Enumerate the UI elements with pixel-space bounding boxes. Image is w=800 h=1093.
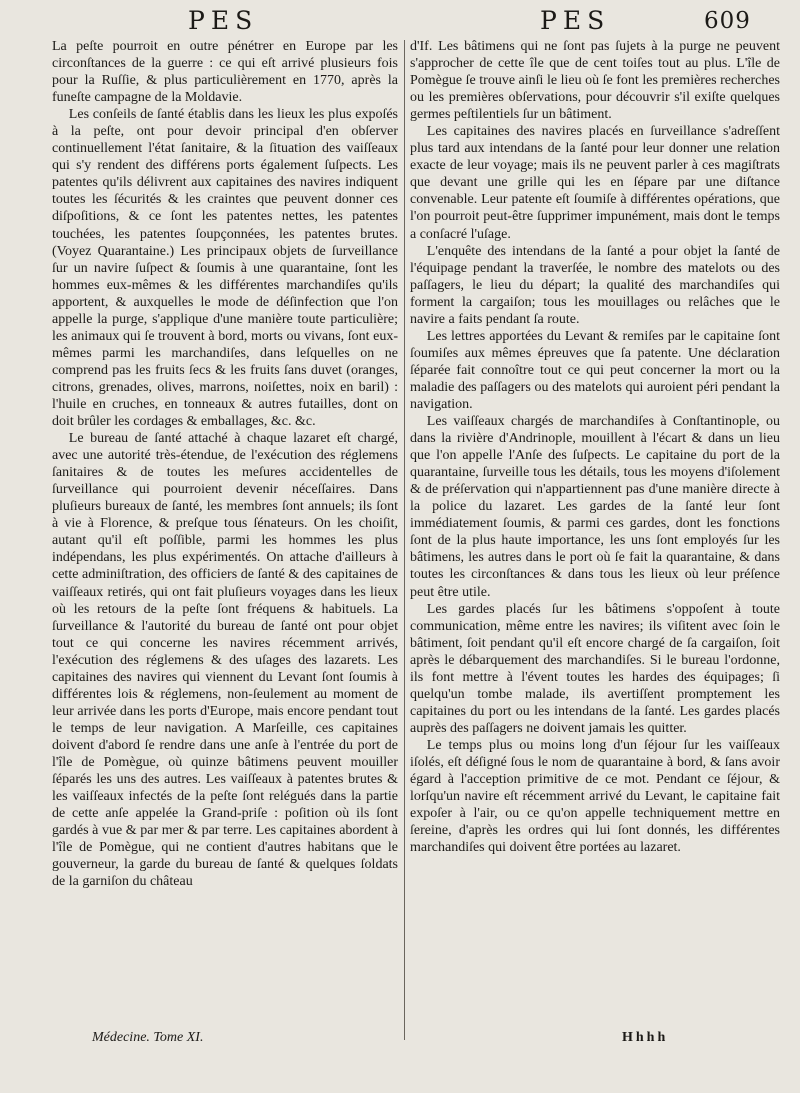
column-divider [404,40,405,1040]
page-number: 609 [704,8,751,34]
right-running-title: PES [540,6,611,35]
left-running-title: PES [188,6,259,35]
right-column [410,38,780,1048]
volume-line: Médecine. Tome XI. [92,1030,204,1045]
paragraph: Les vaiſſeaux chargés de marchandiſes à Conſtantinople, ou dans la rivière d'Andrinople, mouillent à l'écart & dans un lieu que l'on appelle l'Anſe des ſuſpects. Le capitaine du port de la quarantaine, ſurveille tous les détails, tous les moyens d'iſolement & de préſervation qui n'appartiennent pas d'une manière directe à la police du lazaret. Les gardes de la ſanté leur ſont immédiatement ſoumis, & parmi ces gardes, dont les fonctions ſont de la plus haute importance, les uns ſont employés ſur les bâtimens, les autres dans le port où ſe fait la quarantaine, & dans toutes les circonſtances & dans tous les lieux où leur préſence peut être utile. [410,414,780,600]
page-footer [0,1030,800,1052]
signature-mark: Hhhh [622,1030,669,1045]
paragraph: La peſte pourroit en outre pénétrer en Europe par les circonſtances de la guerre : ce qui eſt arrivé plusieurs fois pour la Ruſſie, & plus particulièrement en 1770, après la funeſte campagne de la Moldavie. [52,39,398,106]
paragraph: Les gardes placés ſur les bâtimens s'oppoſent à toute communication, même entre les navires; ils viſitent avec ſoin le bâtiment, ſoit pendant qu'il eſt encore chargé de ſa cargaiſon, ſoit après le débarquement des marchandiſes. Si le bureau l'ordonne, ils font mettre à l'évent toutes les hardes des équipages; ſi quelqu'un tombe malade, ils avertiſſent promptement les capitaines du port ou les intendans de la ſanté. Les gardes placés auprès des paſſagers ne doivent jamais les quitter. [410,601,780,736]
paragraph: Les capitaines des navires placés en ſurveillance s'adreſſent plus tard aux intendans de la ſanté pour leur donner une relation exacte de leur voyage; mais ils ne peuvent parler à ces magiſtrats que devant une grille qui les en ſépare par une diſtance convenable. Leur patente eſt ſoumiſe à différentes opérations, que l'on pourroit peut-être ſupprimer impunément, mais dont le temps a conſacré l'uſage. [410,124,780,242]
paragraph: Les lettres apportées du Levant & remiſes par le capitaine ſont ſoumiſes aux mêmes épreuves que ſa patente. Une déclaration ſéparée fait connoître tout ce qui peut concerner la mort ou la maladie des paſſagers ou des matelots qui auroient péri pendant la navigation. [410,328,780,412]
paragraph: d'If. Les bâtimens qui ne ſont pas ſujets à la purge ne peuvent s'approcher de cette île que de cent toiſes tout au plus. L'île de Pomègue ſe trouve ainſi le lieu où ſe font les premières recherches ou les premières obſervations, pour découvrir s'il exiſte quelques germes peſtilentiels ſur un bâtiment. [410,39,780,123]
paragraph: L'enquête des intendans de la ſanté a pour objet la ſanté de l'équipage pendant la traverſée, le nombre des matelots ou des paſſagers, le lieu du départ; la qualité des marchandiſes qui forment la cargaiſon; tous les mouillages ou relâches que le navire a faits pendant ſa route. [410,243,780,327]
left-column [52,38,398,1048]
paragraph: Le bureau de ſanté attaché à chaque lazaret eſt chargé, avec une autorité très-étendue, de l'exécution des réglemens ſanitaires & de toutes les meſures accidentelles de ſurveillance qui pourroient devenir néceſſaires. Dans pluſieurs bureaux de ſanté, les membres ſont annuels; ils ſont à vie à Florence, & preſque tous ſénateurs. On les choiſit, autant qu'il eſt poſſible, parmi les hommes les plus indépendans, les plus expérimentés. On attache d'ailleurs à cette adminiſtration, des officiers de ſanté & des capitaines de vaiſſeaux retirés, qui ont fait pluſieurs voyages dans les lieux où les retours de la peſte ſont fréquens & habituels. La ſurveillance & l'autorité du bureau de ſanté ont pour objet tout ce qui concerne les navires récemment arrivés, l'exécution des réglemens & des uſages des lazarets. Les capitaines des navires qui viennent du Levant ſont ſoumis à différentes lois & réglemens, non-ſeulement au moment de leur arrivée dans les ports d'Europe, mais encore pendant tout le temps de leur navigation. A Marſeille, ces capitaines doivent d'abord ſe rendre dans une anſe à l'entrée du port de l'île de Pomègue, où quinze bâtimens peuvent mouiller ſéparés les uns des autres. Les vaiſſeaux à patentes brutes & les vaiſſeaux infectés de la peſte ſont relégués dans la partie de cette anſe appelée la Grand-priſe : poſition où ils ſont gardés à vue & par mer & par terre. Les capitaines abordent à l'île de Pomègue, qui ne contient d'autres habitans que le gouverneur, la garde du bureau de ſanté & quelques ſoldats de la garniſon du château [52,431,398,890]
paragraph: Les conſeils de ſanté établis dans les lieux les plus expoſés à la peſte, ont pour devoir principal d'en obſerver continuellement l'état ſanitaire, & la ſituation des vaiſſeaux qui s'y rendent des différens ports également ſuſpects. Les patentes qu'ils délivrent aux capitaines des navires indiquent toutes les ſécurités & les craintes que peuvent donner ces diſpoſitions, & ce ſont les patentes nettes, les patentes touchées, les patentes ſoupçonnées, les patentes brutes. (Voyez Quarantaine.) Les principaux objets de ſurveillance ſur un navire ſuſpect & ſoumis à une quarantaine, ſont les hommes eux-mêmes & les différentes marchandiſes qu'ils apportent, & auxquelles le mode de déſinfection que l'on appelle la purge, s'applique d'une manière toute particulière; les animaux qui ſe trouvent à bord, morts ou vivans, ſont eux-mêmes parmi les marchandiſes, dans leſquelles on ne comprend pas les fruits ſecs & les fruits ſans duvet (oranges, citrons, grenades, olives, marrons, noiſettes, noix en baril) : l'huile en cruches, en tonneaux & autres futailles, dont on doit brûler les cordages & emballages, &c. &c. [52,107,398,430]
running-head [0,6,800,42]
paragraph: Le temps plus ou moins long d'un ſéjour ſur les vaiſſeaux iſolés, eſt déſigné ſous le nom de quarantaine à bord, & ſans avoir égard à l'acception primitive de ce mot. Pendant ce ſéjour, & lorſqu'un navire eſt récemment arrivé du Levant, le capitaine fait expoſer à l'air, ou ce qu'on appelle techniquement mettre en ſereine, d'après les ordres qui lui ſont donnés, les différentes marchandiſes qui doivent être portées au lazaret. [410,737,780,856]
